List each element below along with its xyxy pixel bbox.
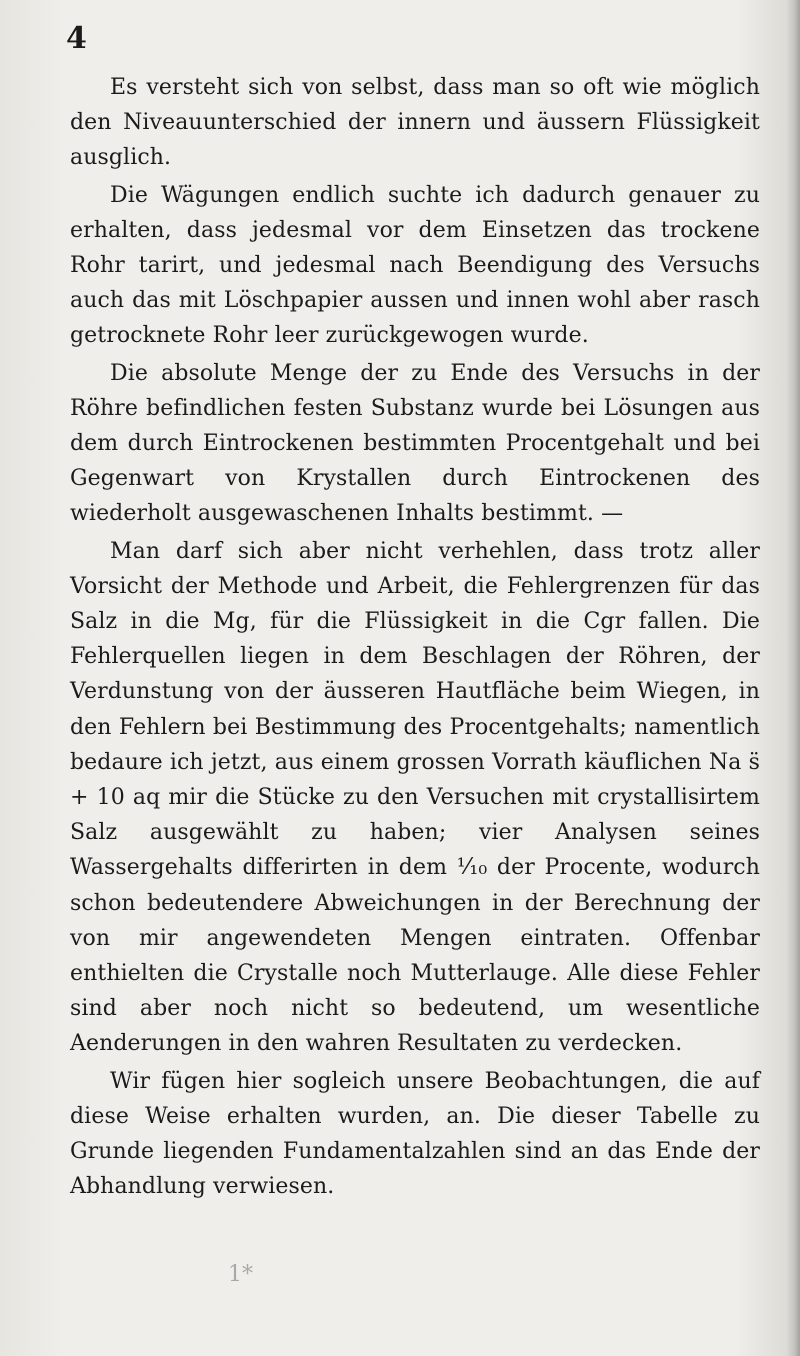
paragraph-4: Man darf sich aber nicht verhehlen, dass trotz aller Vorsicht der Methode und Arbeit, die Fehlergrenzen für das Salz in die Mg, für die Flüssigkeit in die Cgr fallen. Die Fehlerquellen liegen in dem Beschlagen der Röhren, der Verdunstung von der äusseren Hautfläche beim Wiegen, in den Fehlern bei Bestimmung des Procentgehalts; namentlich bedaure ich jetzt, aus einem grossen Vorrath käuflichen Na s̈ + 10 aq mir die Stücke zu den Versuchen mit crystallisirtem Salz ausgewählt zu haben; vier Analysen seines Wassergehalts differirten in dem ¹⁄₁₀ der Procente, wodurch schon bedeutendere Abweichungen in der Berechnung der von mir angewendeten Mengen eintraten. Offenbar enthielten die Crystalle noch Mutterlauge. Alle diese Fehler sind aber noch nicht so bedeutend, um wesentliche Aenderungen in den wahren Resultaten zu verdecken. bbox=[70, 538, 760, 1057]
paragraph-2: Die Wägungen endlich suchte ich dadurch genauer zu erhalten, dass jedesmal vor dem Einsetzen das trockene Rohr tarirt, und jedesmal nach Beendigung des Versuchs auch das mit Löschpapier aussen und innen wohl aber rasch getrocknete Rohr leer zurückgewogen wurde. bbox=[70, 182, 760, 349]
paragraph-3: Die absolute Menge der zu Ende des Versuchs in der Röhre befindlichen festen Substanz wurde bei Lösungen aus dem durch Eintrockenen bestimmten Procentgehalt und bei Gegenwart von Krystallen durch Eintrockenen des wiederholt ausgewaschenen Inhalts bestimmt. — bbox=[70, 360, 760, 527]
page-edge-shadow bbox=[786, 0, 800, 1356]
page-number: 4 bbox=[66, 21, 87, 56]
paragraph-1: Es versteht sich von selbst, dass man so oft wie möglich den Niveauunterschied der innern und äussern Flüssigkeit ausglich. bbox=[70, 75, 760, 171]
body-text bbox=[70, 70, 760, 1205]
signature-mark: 1* bbox=[228, 1262, 253, 1287]
paragraph-5: Wir fügen hier sogleich unsere Beobachtungen, die auf diese Weise erhalten wurden, an. Die dieser Tabelle zu Grunde liegenden Fundamentalzahlen sind an das Ende der Abhandlung verwiesen. bbox=[70, 1068, 760, 1200]
